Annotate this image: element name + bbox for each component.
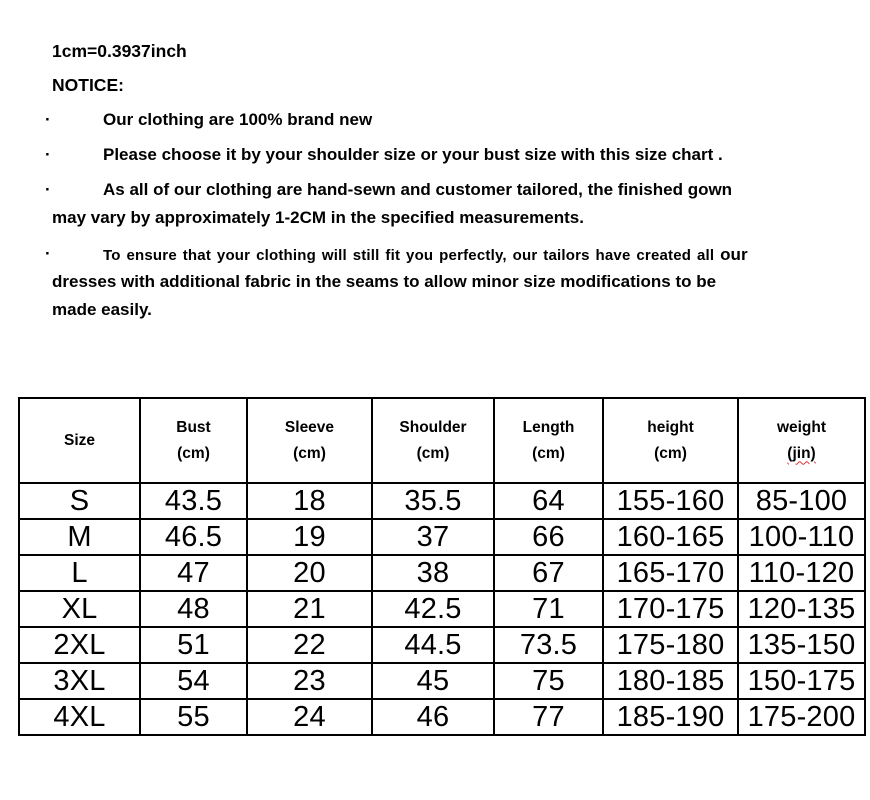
table-cell: 46.5 <box>140 519 247 555</box>
notice-bullet-text-large: our <box>720 245 748 264</box>
table-row <box>19 699 865 735</box>
table-cell: 43.5 <box>140 483 247 519</box>
table-cell: 48 <box>140 591 247 627</box>
column-header-unit: (cm) <box>416 444 450 462</box>
table-cell: 77 <box>494 699 603 735</box>
table-cell: 38 <box>372 555 494 591</box>
notice-bullet-continuation: dresses with additional fabric in the seams to allow minor size modifications to be <box>52 272 717 291</box>
table-cell: 170-175 <box>603 591 738 627</box>
table-cell: 135-150 <box>738 627 865 663</box>
column-header-unit: (cm) <box>293 444 326 462</box>
table-cell: 180-185 <box>603 663 738 699</box>
table-row <box>19 519 865 555</box>
table-cell-size: 2XL <box>19 627 140 663</box>
column-header-unit: (jin) <box>787 444 816 462</box>
column-header-shoulder <box>372 398 494 483</box>
notice-bullet-continuation: may vary by approximately 1-2CM in the specified measurements. <box>52 208 584 227</box>
table-cell: 71 <box>494 591 603 627</box>
column-header-length <box>494 398 603 483</box>
table-cell: 64 <box>494 483 603 519</box>
table-cell: 42.5 <box>372 591 494 627</box>
column-header-label: Shoulder <box>399 418 467 436</box>
column-header-bust <box>140 398 247 483</box>
table-cell-size: S <box>19 483 140 519</box>
column-header-height <box>603 398 738 483</box>
table-cell: 54 <box>140 663 247 699</box>
table-cell-size: 4XL <box>19 699 140 735</box>
table-cell: 175-180 <box>603 627 738 663</box>
table-cell: 35.5 <box>372 483 494 519</box>
column-header-size <box>19 398 140 483</box>
table-cell: 44.5 <box>372 627 494 663</box>
table-cell: 155-160 <box>603 483 738 519</box>
bullet-marker: · <box>45 244 51 263</box>
table-cell: 46 <box>372 699 494 735</box>
column-header-label: height <box>647 418 694 436</box>
column-header-label: Bust <box>176 418 211 436</box>
table-cell-size: XL <box>19 591 140 627</box>
notice-title: NOTICE: <box>52 75 124 95</box>
table-cell: 22 <box>247 627 372 663</box>
bullet-marker: · <box>45 110 51 129</box>
table-cell: 18 <box>247 483 372 519</box>
table-row <box>19 483 865 519</box>
table-cell: 165-170 <box>603 555 738 591</box>
table-row <box>19 663 865 699</box>
table-cell-size: L <box>19 555 140 591</box>
table-cell: 24 <box>247 699 372 735</box>
table-cell: 55 <box>140 699 247 735</box>
table-cell: 67 <box>494 555 603 591</box>
table-cell: 175-200 <box>738 699 865 735</box>
table-row <box>19 627 865 663</box>
table-cell: 20 <box>247 555 372 591</box>
column-header-unit: (cm) <box>532 444 565 462</box>
table-cell: 160-165 <box>603 519 738 555</box>
table-cell: 110-120 <box>738 555 865 591</box>
notice-bullet-line: As all of our clothing are hand-sewn and customer tailored, the finished gown <box>103 180 733 199</box>
table-cell: 23 <box>247 663 372 699</box>
column-header-label: Length <box>522 418 575 436</box>
column-header-label: Sleeve <box>284 418 335 436</box>
column-header-label: Size <box>63 431 95 449</box>
table-cell: 100-110 <box>738 519 865 555</box>
notice-bullet-text-small: To ensure that your clothing will still fit you perfectly, our tailors have created all <box>103 247 721 264</box>
notice-bullet-continuation: made easily. <box>52 300 152 319</box>
table-cell: 19 <box>247 519 372 555</box>
column-header-unit: (cm) <box>654 444 687 462</box>
table-cell: 45 <box>372 663 494 699</box>
table-cell-size: 3XL <box>19 663 140 699</box>
notice-bullet-line: Please choose it by your shoulder size or your bust size with this size chart . <box>103 145 723 164</box>
table-cell: 47 <box>140 555 247 591</box>
conversion-note: 1cm=0.3937inch <box>52 41 187 61</box>
notice-bullet-line <box>103 245 748 265</box>
table-cell-size: M <box>19 519 140 555</box>
column-header-weight <box>738 398 865 483</box>
notice-bullet-line: Our clothing are 100% brand new <box>103 110 373 129</box>
table-header-row <box>19 398 865 483</box>
table-cell: 85-100 <box>738 483 865 519</box>
table-cell: 73.5 <box>494 627 603 663</box>
table-cell: 185-190 <box>603 699 738 735</box>
table-cell: 120-135 <box>738 591 865 627</box>
table-row <box>19 555 865 591</box>
column-header-unit: (cm) <box>177 444 210 462</box>
table-cell: 150-175 <box>738 663 865 699</box>
bullet-marker: · <box>45 180 51 199</box>
table-cell: 66 <box>494 519 603 555</box>
table-cell: 37 <box>372 519 494 555</box>
table-row <box>19 591 865 627</box>
table-cell: 51 <box>140 627 247 663</box>
size-chart-table <box>18 397 866 736</box>
bullet-marker: · <box>45 145 51 164</box>
column-header-sleeve <box>247 398 372 483</box>
column-header-label: weight <box>776 418 827 436</box>
table-cell: 75 <box>494 663 603 699</box>
table-cell: 21 <box>247 591 372 627</box>
